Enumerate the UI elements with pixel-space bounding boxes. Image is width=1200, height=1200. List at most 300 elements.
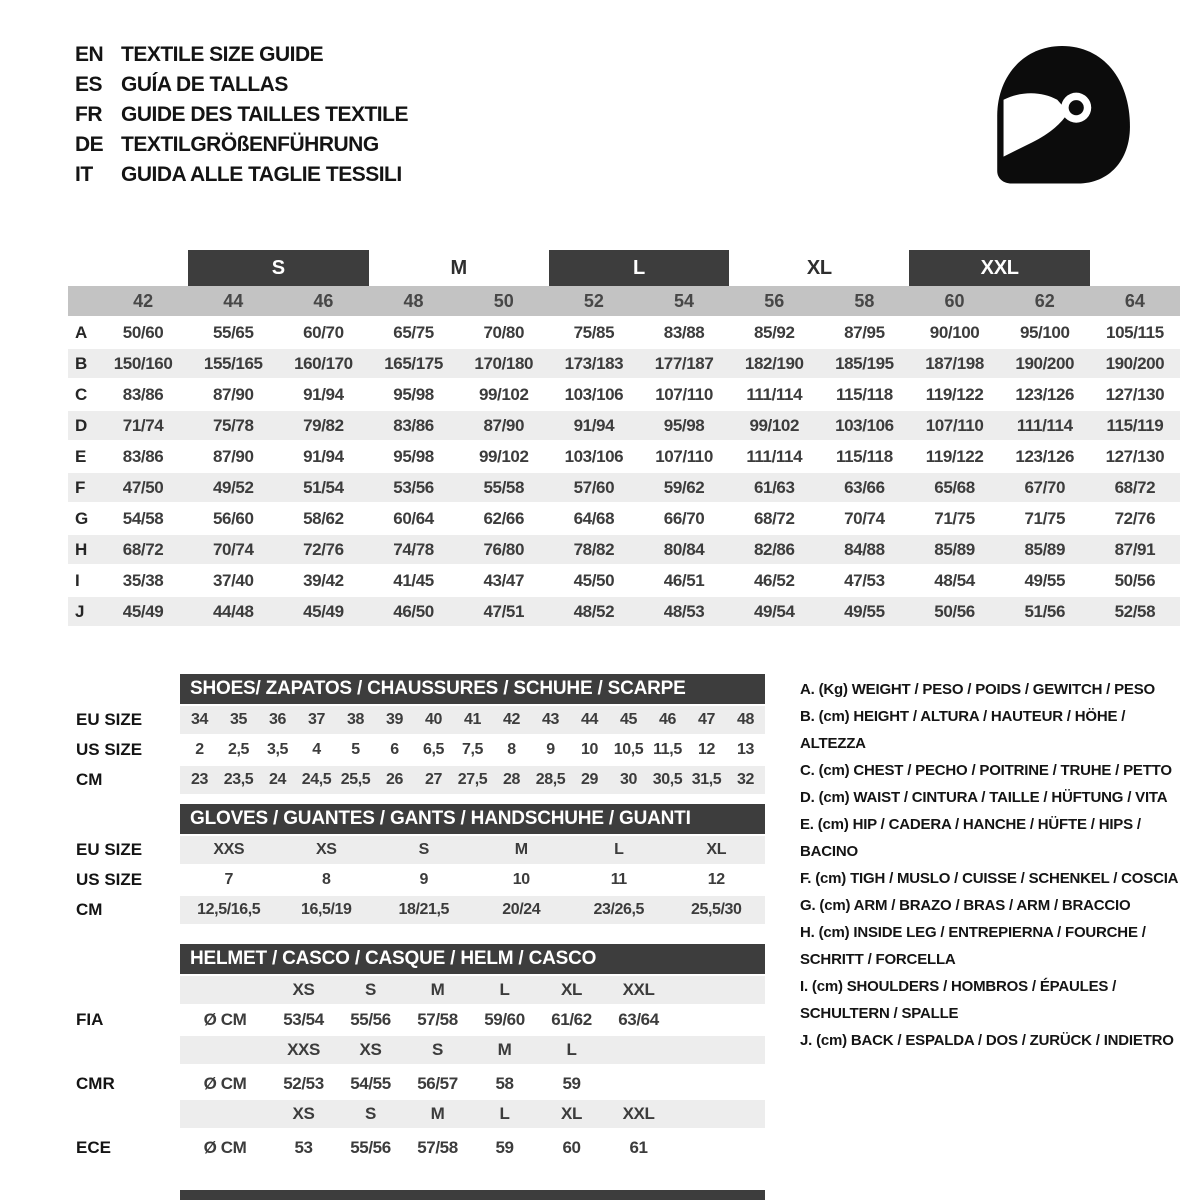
section-row-strip bbox=[180, 706, 765, 734]
section-row-label: EU SIZE bbox=[76, 840, 143, 859]
measurement-value: 187/198 bbox=[925, 354, 984, 373]
language-title: GUIDA ALLE TAGLIE TESSILI bbox=[121, 163, 402, 186]
section-row-label: FIA bbox=[76, 1010, 104, 1029]
section-row-label: CM bbox=[76, 770, 103, 789]
section-row bbox=[68, 1100, 765, 1128]
section-cell bbox=[605, 1036, 672, 1064]
measurement-value: 80/84 bbox=[663, 540, 705, 559]
size-group-m: M bbox=[450, 257, 467, 279]
section-cell: L bbox=[499, 980, 510, 999]
language-code: ES bbox=[75, 73, 103, 96]
size-number: 44 bbox=[223, 291, 244, 311]
section-cell: 11 bbox=[610, 871, 627, 888]
measurement-legend bbox=[800, 676, 1194, 1054]
section-cell: 10 bbox=[512, 871, 530, 888]
section-cell: 58 bbox=[495, 1074, 514, 1093]
legend-entry: E. (cm) HIP / CADERA / HANCHE / HÜFTE / HIPS / BACINO bbox=[800, 816, 1141, 860]
measurement-value: 107/110 bbox=[655, 447, 713, 466]
measurement-value: 111/114 bbox=[746, 447, 803, 466]
measurement-value: 52/58 bbox=[1114, 602, 1156, 621]
measurement-value: 43/47 bbox=[483, 571, 525, 590]
legend-entry: A. (Kg) WEIGHT / PESO / POIDS / GEWITCH / PESO bbox=[800, 681, 1155, 698]
measurement-value: 87/90 bbox=[212, 447, 254, 466]
measurement-value: 45/49 bbox=[303, 602, 344, 621]
section-cell: 57/58 bbox=[417, 1010, 458, 1029]
measurement-value: 95/98 bbox=[663, 416, 705, 435]
section-cell: 5 bbox=[351, 741, 360, 758]
measurement-value: 95/100 bbox=[1019, 323, 1070, 342]
gloves-rows bbox=[68, 836, 765, 924]
measurement-value: 72/76 bbox=[1114, 509, 1156, 528]
measurement-value: 85/89 bbox=[934, 540, 975, 559]
measurement-value: 177/187 bbox=[654, 354, 714, 373]
section-row-label: CM bbox=[76, 900, 103, 919]
measurement-value: 83/86 bbox=[393, 416, 434, 435]
measurement-value: 85/89 bbox=[1024, 540, 1066, 559]
size-number: 60 bbox=[944, 291, 965, 311]
section-row bbox=[68, 736, 765, 764]
size-number: 56 bbox=[764, 291, 785, 311]
row-label: I bbox=[75, 571, 80, 590]
size-number: 42 bbox=[133, 291, 154, 311]
measurement-value: 103/106 bbox=[564, 447, 624, 466]
section-cell: 28 bbox=[503, 771, 520, 788]
measurement-value: 90/100 bbox=[929, 323, 980, 342]
row-label: E bbox=[75, 447, 86, 466]
language-title: GUÍA DE TALLAS bbox=[121, 73, 288, 96]
language-list bbox=[75, 40, 408, 190]
bottom-cut-bar bbox=[180, 1190, 765, 1200]
gloves-header: GLOVES / GUANTES / GANTS / HANDSCHUHE / GUANTI bbox=[180, 804, 765, 834]
section-cell: S bbox=[365, 1104, 376, 1123]
section-cell: S bbox=[365, 980, 376, 999]
textile-row bbox=[68, 597, 1180, 626]
measurement-value: 83/86 bbox=[122, 385, 164, 404]
measurement-value: 60/64 bbox=[393, 509, 434, 528]
textile-row bbox=[68, 535, 1180, 564]
section-row bbox=[68, 836, 765, 864]
section-cell: M bbox=[430, 1104, 445, 1123]
section-cell: 34 bbox=[191, 711, 208, 728]
measurement-value: 119/122 bbox=[925, 447, 984, 466]
section-cell: 41 bbox=[464, 711, 481, 728]
section-cell: 30 bbox=[620, 771, 637, 788]
section-row-strip bbox=[180, 1070, 765, 1098]
measurement-value: 60/70 bbox=[303, 323, 344, 342]
helmet-rows bbox=[68, 976, 765, 1162]
language-row bbox=[75, 130, 408, 160]
measurement-value: 35/38 bbox=[122, 571, 164, 590]
section-cell: Ø CM bbox=[203, 1138, 247, 1157]
textile-row bbox=[68, 411, 1180, 440]
section-row bbox=[68, 1070, 765, 1098]
section-cell: XS bbox=[292, 980, 315, 999]
section-cell: 29 bbox=[581, 771, 598, 788]
section-cell bbox=[180, 1100, 270, 1128]
section-cell: 23/26,5 bbox=[593, 901, 645, 918]
measurement-value: 68/72 bbox=[1114, 478, 1156, 497]
measurement-value: 41/45 bbox=[393, 571, 434, 590]
measurement-value: 87/90 bbox=[483, 416, 525, 435]
measurement-value: 56/60 bbox=[212, 509, 254, 528]
section-cell: 59/60 bbox=[484, 1010, 525, 1029]
measurement-value: 66/70 bbox=[663, 509, 705, 528]
section-cell: 45 bbox=[620, 711, 637, 728]
section-row-label: ECE bbox=[76, 1138, 111, 1157]
measurement-value: 37/40 bbox=[212, 571, 254, 590]
measurement-value: 95/98 bbox=[393, 447, 434, 466]
section-cell: 40 bbox=[425, 711, 442, 728]
section-row-strip bbox=[180, 836, 765, 864]
section-cell: 3,5 bbox=[266, 741, 289, 758]
section-cell: 6 bbox=[390, 741, 399, 758]
legend-entry: G. (cm) ARM / BRAZO / BRAS / ARM / BRACCIO bbox=[800, 897, 1131, 914]
measurement-value: 74/78 bbox=[393, 540, 434, 559]
measurement-value: 61/63 bbox=[753, 478, 795, 497]
measurement-value: 91/94 bbox=[303, 447, 344, 466]
section-cell: S bbox=[432, 1040, 443, 1059]
section-cell: XS bbox=[292, 1104, 315, 1123]
row-label-spacer bbox=[68, 286, 98, 316]
row-label: J bbox=[75, 602, 85, 621]
legend-entry: H. (cm) INSIDE LEG / ENTREPIERNA / FOURCHE / SCHRITT / FORCELLA bbox=[800, 924, 1146, 968]
section-row-strip bbox=[180, 766, 765, 794]
legend-entry: F. (cm) TIGH / MUSLO / CUISSE / SCHENKEL / COSCIA bbox=[800, 870, 1179, 887]
section-cell: L bbox=[614, 841, 624, 858]
section-cell: 23,5 bbox=[223, 771, 254, 788]
legend-entry: I. (cm) SHOULDERS / HOMBROS / ÉPAULES / SCHULTERN / SPALLE bbox=[800, 978, 1117, 1022]
section-cell: 28,5 bbox=[535, 771, 566, 788]
section-row bbox=[68, 706, 765, 734]
measurement-value: 173/183 bbox=[564, 354, 624, 373]
measurement-value: 119/122 bbox=[925, 385, 984, 404]
measurement-value: 63/66 bbox=[844, 478, 885, 497]
section-row bbox=[68, 1134, 765, 1162]
section-row-label: EU SIZE bbox=[76, 710, 143, 729]
section-cell: 10,5 bbox=[613, 741, 644, 758]
measurement-value: 68/72 bbox=[122, 540, 164, 559]
size-number: 62 bbox=[1034, 291, 1055, 311]
section-cell: 6,5 bbox=[422, 741, 445, 758]
section-cell: XL bbox=[706, 841, 727, 858]
section-cell: 52/53 bbox=[283, 1074, 324, 1093]
measurement-value: 49/52 bbox=[212, 478, 254, 497]
section-cell: 27,5 bbox=[457, 771, 488, 788]
measurement-value: 50/56 bbox=[934, 602, 975, 621]
measurement-value: 68/72 bbox=[753, 509, 795, 528]
measurement-value: 115/118 bbox=[836, 385, 893, 404]
measurement-value: 87/95 bbox=[844, 323, 885, 342]
measurement-value: 76/80 bbox=[483, 540, 525, 559]
section-cell: XS bbox=[315, 841, 337, 858]
section-cell: Ø CM bbox=[203, 1010, 247, 1029]
language-code: DE bbox=[75, 133, 104, 156]
measurement-value: 65/68 bbox=[934, 478, 975, 497]
section-cell: 37 bbox=[308, 711, 325, 728]
section-cell: S bbox=[418, 841, 429, 858]
measurement-value: 49/55 bbox=[1024, 571, 1066, 590]
row-label: C bbox=[75, 385, 87, 404]
measurement-value: 45/49 bbox=[122, 602, 164, 621]
size-number: 58 bbox=[854, 291, 875, 311]
section-cell: Ø CM bbox=[203, 1074, 247, 1093]
measurement-value: 83/86 bbox=[122, 447, 164, 466]
measurement-value: 54/58 bbox=[122, 509, 164, 528]
measurement-value: 53/56 bbox=[393, 478, 434, 497]
measurement-value: 87/90 bbox=[212, 385, 254, 404]
measurement-value: 57/60 bbox=[573, 478, 615, 497]
section-row-strip bbox=[180, 1134, 765, 1162]
measurement-value: 87/91 bbox=[1114, 540, 1156, 559]
textile-row bbox=[68, 566, 1180, 595]
section-cell: 39 bbox=[386, 711, 403, 728]
size-group-xxl: XXL bbox=[909, 250, 1089, 286]
measurement-value: 165/175 bbox=[384, 354, 443, 373]
section-cell: XXS bbox=[287, 1040, 320, 1059]
measurement-value: 64/68 bbox=[573, 509, 615, 528]
measurement-value: 105/115 bbox=[1106, 323, 1164, 342]
section-cell: 36 bbox=[269, 711, 286, 728]
section-cell bbox=[180, 976, 270, 1004]
section-cell: XL bbox=[561, 980, 582, 999]
section-cell: XXS bbox=[213, 841, 245, 858]
section-cell: 44 bbox=[581, 711, 598, 728]
section-cell: 11,5 bbox=[653, 741, 682, 758]
section-cell: 56/57 bbox=[417, 1074, 458, 1093]
legend-entry: C. (cm) CHEST / PECHO / POITRINE / TRUHE / PETTO bbox=[800, 762, 1172, 779]
section-cell: M bbox=[430, 980, 445, 999]
section-row-strip bbox=[180, 976, 765, 1004]
section-row bbox=[68, 1006, 765, 1034]
section-cell: 55/56 bbox=[350, 1138, 391, 1157]
measurement-value: 185/195 bbox=[835, 354, 894, 373]
section-cell: 12 bbox=[707, 871, 725, 888]
language-row bbox=[75, 100, 408, 130]
section-cell: XXL bbox=[622, 1104, 655, 1123]
section-cell: 35 bbox=[230, 711, 247, 728]
section-cell: 47 bbox=[698, 711, 715, 728]
section-cell: 25,5/30 bbox=[690, 901, 742, 918]
language-code: IT bbox=[75, 163, 93, 186]
measurement-value: 55/65 bbox=[212, 323, 254, 342]
measurement-value: 70/80 bbox=[483, 323, 525, 342]
section-cell: 7 bbox=[224, 871, 233, 888]
language-code: FR bbox=[75, 103, 102, 126]
section-row bbox=[68, 976, 765, 1004]
measurement-value: 79/82 bbox=[303, 416, 344, 435]
section-cell: M bbox=[497, 1040, 512, 1059]
measurement-value: 55/58 bbox=[483, 478, 525, 497]
section-cell: 60 bbox=[562, 1138, 581, 1157]
section-row-label: CMR bbox=[76, 1074, 115, 1093]
shoes-table bbox=[68, 674, 765, 796]
measurement-value: 170/180 bbox=[474, 354, 534, 373]
measurement-value: 107/110 bbox=[655, 385, 713, 404]
measurement-value: 111/114 bbox=[746, 385, 803, 404]
section-cell: L bbox=[499, 1104, 510, 1123]
section-cell: 43 bbox=[542, 711, 559, 728]
measurement-value: 48/54 bbox=[934, 571, 975, 590]
measurement-value: 182/190 bbox=[744, 354, 804, 373]
section-cell: 61 bbox=[629, 1138, 648, 1157]
row-label: F bbox=[75, 478, 85, 497]
textile-rows bbox=[68, 318, 1180, 626]
section-row-strip bbox=[180, 1036, 765, 1064]
measurement-value: 123/126 bbox=[1015, 447, 1075, 466]
section-cell: 54/55 bbox=[350, 1074, 391, 1093]
measurement-value: 160/170 bbox=[294, 354, 353, 373]
section-cell: 46 bbox=[659, 711, 676, 728]
section-cell: 8 bbox=[507, 741, 516, 758]
measurement-value: 44/48 bbox=[212, 602, 254, 621]
language-title: TEXTILE SIZE GUIDE bbox=[121, 43, 324, 66]
gloves-table bbox=[68, 804, 765, 926]
section-row-label: US SIZE bbox=[76, 870, 143, 889]
section-row-strip bbox=[180, 1100, 765, 1128]
section-cell: 53 bbox=[294, 1138, 313, 1157]
section-cell: 27 bbox=[425, 771, 442, 788]
size-group-row bbox=[68, 250, 1180, 286]
measurement-value: 62/66 bbox=[483, 509, 525, 528]
measurement-value: 71/75 bbox=[934, 509, 975, 528]
measurement-value: 70/74 bbox=[212, 540, 254, 559]
measurement-value: 84/88 bbox=[844, 540, 885, 559]
section-cell bbox=[605, 1070, 672, 1098]
section-cell: 63/64 bbox=[618, 1010, 659, 1029]
section-cell: 9 bbox=[546, 741, 555, 758]
section-cell: 26 bbox=[386, 771, 403, 788]
measurement-value: 99/102 bbox=[478, 447, 529, 466]
row-label: G bbox=[75, 509, 88, 528]
section-cell: 12,5/16,5 bbox=[197, 901, 261, 918]
measurement-value: 107/110 bbox=[925, 416, 984, 435]
helmet-header: HELMET / CASCO / CASQUE / HELM / CASCO bbox=[180, 944, 765, 974]
measurement-value: 70/74 bbox=[844, 509, 885, 528]
measurement-value: 46/52 bbox=[753, 571, 795, 590]
measurement-value: 103/106 bbox=[835, 416, 894, 435]
section-cell: 18/21,5 bbox=[398, 901, 450, 918]
measurement-value: 51/56 bbox=[1024, 602, 1066, 621]
legend-entry: D. (cm) WAIST / CINTURA / TAILLE / HÜFTUNG / VITA bbox=[800, 789, 1168, 806]
size-group-s: S bbox=[188, 250, 368, 286]
textile-row bbox=[68, 380, 1180, 409]
section-cell: 53/54 bbox=[283, 1010, 324, 1029]
section-cell: 30,5 bbox=[652, 771, 683, 788]
row-label: A bbox=[75, 323, 87, 342]
measurement-value: 99/102 bbox=[478, 385, 529, 404]
measurement-value: 75/85 bbox=[573, 323, 615, 342]
measurement-value: 71/74 bbox=[122, 416, 164, 435]
textile-row bbox=[68, 504, 1180, 533]
section-cell: 23 bbox=[191, 771, 208, 788]
measurement-value: 103/106 bbox=[564, 385, 624, 404]
section-cell: L bbox=[566, 1040, 577, 1059]
measurement-value: 50/60 bbox=[122, 323, 164, 342]
measurement-value: 190/200 bbox=[1105, 354, 1165, 373]
measurement-value: 83/88 bbox=[663, 323, 705, 342]
section-cell: XL bbox=[561, 1104, 582, 1123]
measurement-value: 65/75 bbox=[393, 323, 434, 342]
measurement-value: 91/94 bbox=[303, 385, 344, 404]
section-cell: 25,5 bbox=[340, 771, 371, 788]
measurement-value: 91/94 bbox=[573, 416, 615, 435]
size-number: 46 bbox=[313, 291, 334, 311]
row-label: H bbox=[75, 540, 87, 559]
textile-row bbox=[68, 442, 1180, 471]
section-row-strip bbox=[180, 866, 765, 894]
language-title: TEXTILGRÖßENFÜHRUNG bbox=[121, 133, 379, 156]
measurement-value: 59/62 bbox=[663, 478, 705, 497]
section-cell: XXL bbox=[622, 980, 655, 999]
size-group-xl: XL bbox=[806, 257, 832, 279]
measurement-value: 51/54 bbox=[303, 478, 344, 497]
measurement-value: 82/86 bbox=[753, 540, 795, 559]
language-row bbox=[75, 70, 408, 100]
section-cell: 31,5 bbox=[691, 771, 722, 788]
section-cell: 38 bbox=[347, 711, 364, 728]
measurement-value: 111/114 bbox=[1016, 416, 1073, 435]
measurement-value: 49/55 bbox=[844, 602, 885, 621]
section-cell: 57/58 bbox=[417, 1138, 458, 1157]
section-cell: 24 bbox=[269, 771, 286, 788]
section-cell: 55/56 bbox=[350, 1010, 391, 1029]
helmet-table bbox=[68, 944, 765, 1164]
section-row-label: US SIZE bbox=[76, 740, 143, 759]
section-cell: 48 bbox=[737, 711, 754, 728]
language-row bbox=[75, 160, 408, 190]
measurement-value: 99/102 bbox=[749, 416, 800, 435]
section-row bbox=[68, 896, 765, 924]
section-row-strip bbox=[180, 1006, 765, 1034]
section-cell: 7,5 bbox=[461, 741, 484, 758]
textile-row bbox=[68, 349, 1180, 378]
measurement-value: 58/62 bbox=[303, 509, 344, 528]
row-label: B bbox=[75, 354, 87, 373]
measurement-value: 75/78 bbox=[212, 416, 254, 435]
size-number: 64 bbox=[1124, 291, 1145, 311]
measurement-value: 150/160 bbox=[113, 354, 173, 373]
measurement-value: 123/126 bbox=[1015, 385, 1075, 404]
size-group-l: L bbox=[549, 250, 729, 286]
measurement-value: 50/56 bbox=[1114, 571, 1156, 590]
row-label: D bbox=[75, 416, 87, 435]
measurement-value: 47/50 bbox=[122, 478, 164, 497]
measurement-value: 48/52 bbox=[573, 602, 615, 621]
shoes-header: SHOES/ ZAPATOS / CHAUSSURES / SCHUHE / SCARPE bbox=[180, 674, 765, 704]
measurement-value: 71/75 bbox=[1024, 509, 1066, 528]
measurement-value: 72/76 bbox=[303, 540, 344, 559]
measurement-value: 46/50 bbox=[393, 602, 434, 621]
section-cell: 10 bbox=[581, 741, 598, 758]
section-cell: 59 bbox=[562, 1074, 581, 1093]
section-cell: 13 bbox=[737, 741, 754, 758]
section-cell: 4 bbox=[312, 741, 321, 758]
measurement-value: 46/51 bbox=[663, 571, 705, 590]
measurement-value: 127/130 bbox=[1105, 385, 1165, 404]
textile-row bbox=[68, 318, 1180, 347]
section-cell: XS bbox=[359, 1040, 382, 1059]
measurement-value: 85/92 bbox=[753, 323, 795, 342]
legend-entry: B. (cm) HEIGHT / ALTURA / HAUTEUR / HÖHE / ALTEZZA bbox=[800, 708, 1126, 752]
section-cell: 42 bbox=[503, 711, 520, 728]
section-cell: 8 bbox=[322, 871, 331, 888]
section-cell: 9 bbox=[419, 871, 428, 888]
measurement-value: 48/53 bbox=[663, 602, 705, 621]
section-cell: 24,5 bbox=[301, 771, 332, 788]
section-cell: 2,5 bbox=[227, 741, 250, 758]
measurement-value: 115/118 bbox=[836, 447, 893, 466]
language-code: EN bbox=[75, 43, 104, 66]
